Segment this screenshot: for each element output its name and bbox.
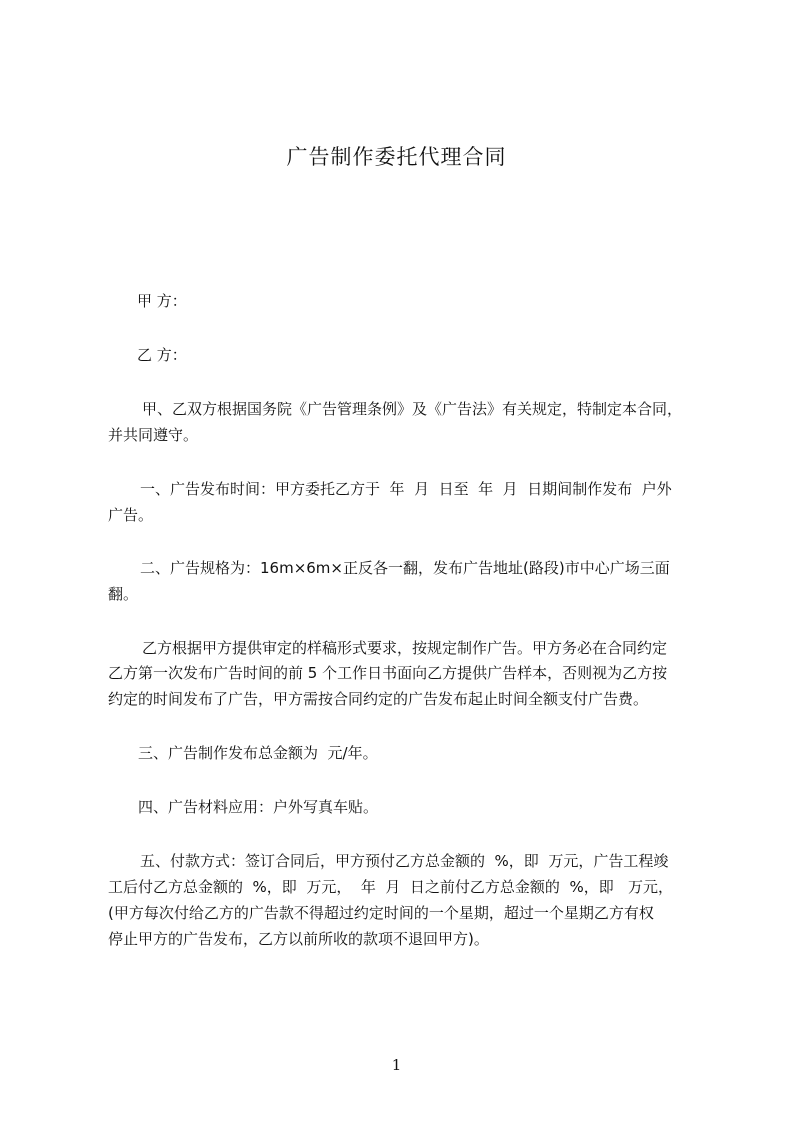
clause1-line-1: 一、广告发布时间：甲方委托乙方于 年 月 日至 年 月 日期间制作发布 户外 [140,480,672,498]
clause1-line-2: 广告。 [108,506,154,524]
clause2-line-1: 二、广告规格为：16m×6m×正反各一翻，发布广告地址(路段)市中心广场三面 [140,559,670,577]
page-number: 1 [391,1056,402,1074]
clause2b-line-2: 乙方第一次发布广告时间的前 5 个工作日书面向乙方提供广告样本，否则视为乙方按 [108,664,668,682]
clause2b-line-1: 乙方根据甲方提供审定的样稿形式要求，按规定制作广告。甲方务必在合同约定 [142,639,668,657]
clause5-line-3: (甲方每次付给乙方的广告款不得超过约定时间的一个星期，超过一个星期乙方有权 [108,904,654,922]
clause5-line-2: 工后付乙方总金额的 %，即 万元， 年 月 日之前付乙方总金额的 %，即 万元， [108,878,674,896]
clause2b-line-3: 约定的时间发布了广告，甲方需按合同约定的广告发布起止时间全额支付广告费。 [108,690,649,708]
party-b-line: 乙 方： [137,346,187,364]
clause5-line-4: 停止甲方的广告发布，乙方以前所收的款项不退回甲方)。 [108,930,489,948]
preamble-line-2: 并共同遵守。 [108,426,199,444]
party-a-line: 甲 方： [137,292,187,310]
document-title: 广告制作委托代理合同 [286,145,507,169]
clause2-line-2: 翻。 [108,585,139,603]
clause3-line: 三、广告制作发布总金额为 元/年。 [138,744,378,762]
clause4-line: 四、广告材料应用：户外写真车贴。 [138,798,379,816]
preamble-line-1: 甲、乙双方根据国务院《广告管理条例》及《广告法》有关规定，特制定本合同， [142,400,683,418]
clause5-line-1: 五、付款方式：签订合同后，甲方预付乙方总金额的 %，即 万元，广告工程竣 [140,852,669,870]
